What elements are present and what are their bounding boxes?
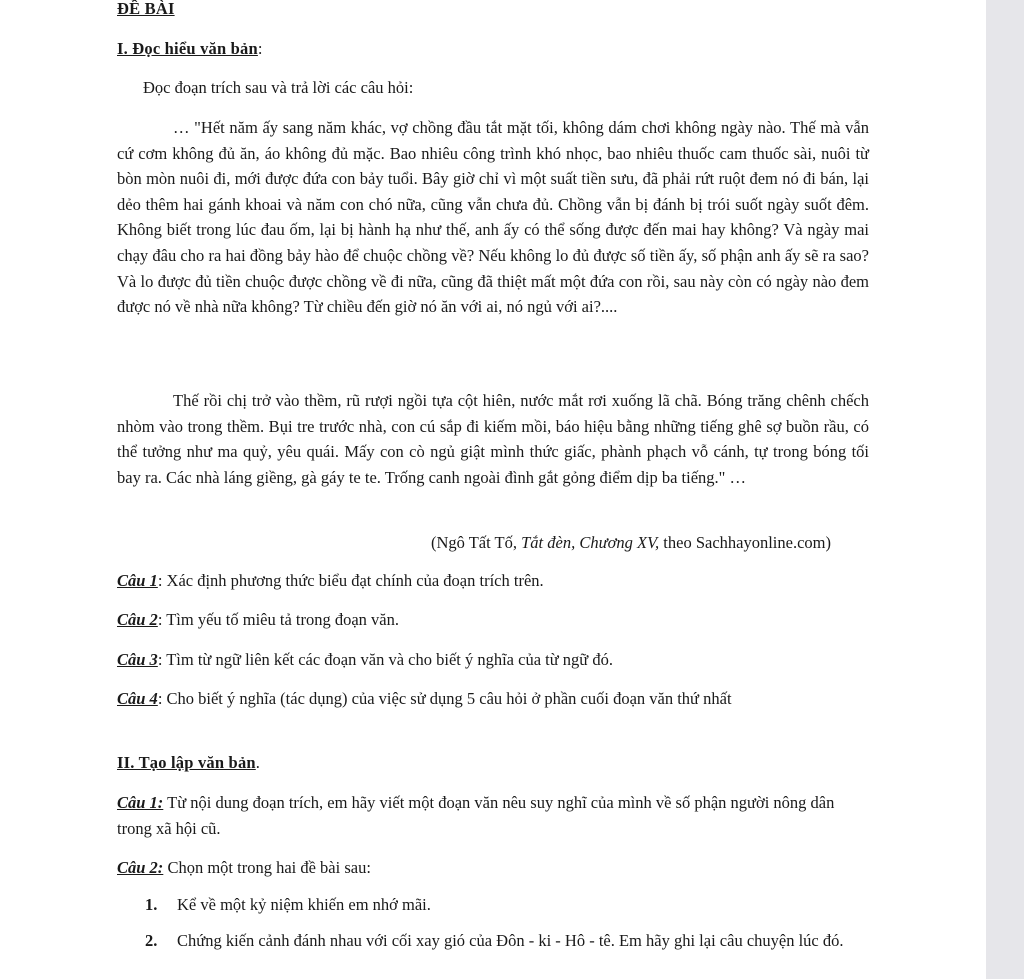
source-rest: theo Sachhayonline.com) — [663, 533, 831, 552]
question-label: Câu 2: — [117, 858, 164, 877]
question-text: : Tìm từ ngữ liên kết các đoạn văn và cho biết ý nghĩa của từ ngữ đó. — [157, 650, 613, 669]
section2-heading-line — [117, 750, 260, 776]
question-label: Câu 3 — [117, 650, 158, 669]
section1-heading-suffix: : — [257, 39, 263, 58]
source-work: Tắt đèn, Chương XV, — [521, 533, 660, 552]
question-label: Câu 2 — [117, 610, 158, 629]
scroll-gutter[interactable] — [986, 0, 1024, 979]
reading-instruction: Đọc đoạn trích sau và trả lời các câu hỏi: — [143, 78, 414, 97]
option-text: Chứng kiến cảnh đánh nhau với cối xay gió của Đôn - ki - Hô - tê. Em hãy ghi lại câu chuyện lúc đó. — [177, 931, 844, 950]
writing-question-1 — [117, 790, 869, 842]
writing-question-2 — [117, 855, 869, 881]
question-text: Chọn một trong hai đề bài sau: — [163, 858, 371, 877]
question-label: Câu 1 — [117, 571, 158, 590]
essay-options-list — [145, 892, 875, 964]
option-number: 2. — [145, 931, 158, 950]
question-text: Từ nội dung đoạn trích, em hãy viết một đoạn văn nêu suy nghĩ của mình về số phận người nông dân trong xã hội cũ. — [117, 793, 835, 838]
question-text: : Tìm yếu tố miêu tả trong đoạn văn. — [157, 610, 400, 629]
source-author: Ngô Tất Tố, — [436, 533, 517, 552]
question-label: Câu 4 — [117, 689, 158, 708]
reading-question-4 — [117, 686, 869, 712]
section1-heading-line — [117, 36, 262, 62]
essay-option-2 — [145, 928, 875, 954]
passage-source — [431, 530, 831, 556]
section2-heading-suffix: . — [255, 753, 260, 772]
reading-question-2 — [117, 607, 869, 633]
question-text: : Cho biết ý nghĩa (tác dụng) của việc sử dụng 5 câu hỏi ở phần cuối đoạn văn thứ nhất — [157, 689, 732, 708]
essay-option-1 — [145, 892, 875, 918]
section1-heading: I. Đọc hiểu văn bản — [117, 39, 258, 58]
section2-heading: II. Tạo lập văn bản — [117, 753, 256, 772]
reading-question-3 — [117, 647, 869, 673]
reading-question-1 — [117, 568, 869, 594]
option-number: 1. — [145, 895, 158, 914]
document-title: ĐỀ BÀI — [117, 0, 175, 18]
passage-paragraph-1: … "Hết năm ấy sang năm khác, vợ chồng đầu tắt mặt tối, không dám chơi không ngày nào. Thế mà vẫn cứ cơm không đủ ăn, áo không đủ mặc. Bao nhiêu công trình khó nhọc, bao nhiêu thuốc cam thuốc sài, nuôi từ bòn mòn nuôi đi, mới được đứa con bảy tuổi. Bây giờ chỉ vì một suất tiền sưu, đã phải rứt ruột đem nó đi bán, lại dẻo thêm hai gánh khoai và năm con chó nữa, cũng vẫn chưa đủ. Chồng vẫn bị đánh bị trói suốt ngày suốt đêm. Không biết trong lúc đau ốm, lại bị hành hạ như thế, anh ấy có thể sống được đến mai hay không? Và ngày mai chạy đâu cho ra hai đồng bảy hào để chuộc chồng về? Nếu không lo đủ được số tiền ấy, số phận anh ấy sẽ ra sao? Và lo được đủ tiền chuộc được chồng về đi nữa, cũng đã thiệt mất một đứa con rồi, sau này còn có ngày nào đem được nó về nhà nữa không? Từ chiều đến giờ nó ăn với ai, nó ngủ với ai?.... — [117, 118, 869, 317]
question-text: : Xác định phương thức biểu đạt chính của đoạn trích trên. — [157, 571, 544, 590]
question-label: Câu 1: — [117, 793, 164, 812]
passage-paragraph-2: Thế rồi chị trở vào thềm, rũ rượi ngồi tựa cột hiên, nước mắt rơi xuống lã chã. Bóng trăng chênh chếch nhòm vào trong thềm. Bụi tre trước nhà, con cú sắp đi kiếm mồi, báo hiệu bằng những tiếng ghê sợ buồn rầu, có thể tưởng như ma quỷ, yêu quái. Mấy con cò ngủ giật mình thức giấc, phành phạch vỗ cánh, tự trong bóng tối bay ra. Các nhà láng giềng, gà gáy te te. Trống canh ngoài đình gắt gỏng điểm dịp ba tiếng." … — [117, 391, 869, 487]
source-open: ( — [430, 533, 437, 552]
option-text: Kể về một kỷ niệm khiến em nhớ mãi. — [177, 895, 431, 914]
